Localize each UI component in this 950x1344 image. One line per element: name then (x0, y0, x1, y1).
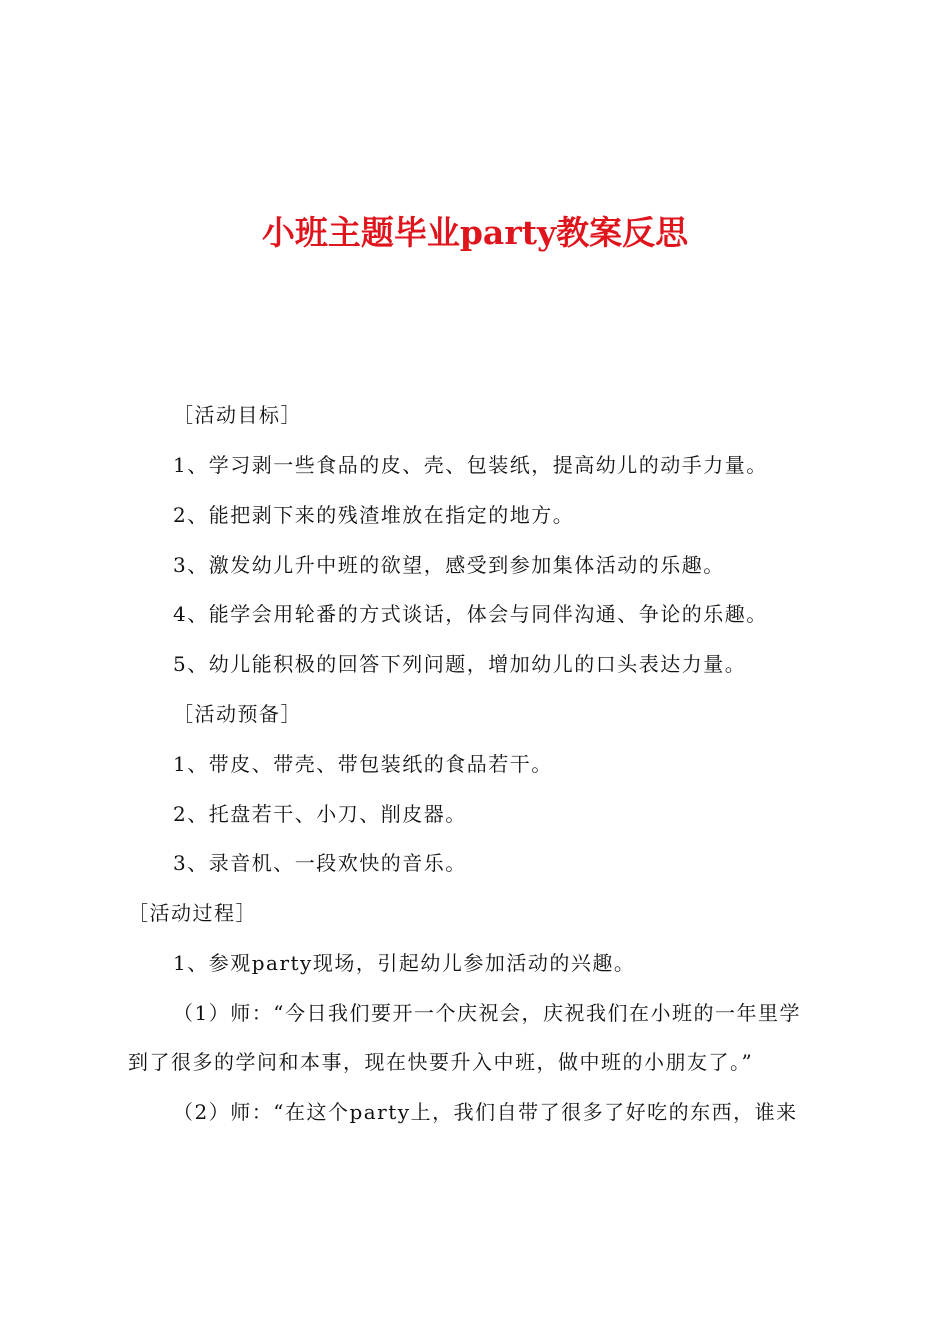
section-heading-preparation: ［活动预备］ (173, 702, 302, 726)
process-paragraph-1-line-2: 到了很多的学问和本事，现在快要升入中班，做中班的小朋友了。” (128, 1050, 754, 1074)
preparation-item-1: 1、带皮、带壳、带包装纸的食品若干。 (173, 752, 553, 776)
process-paragraph-1-line-1: （1）师：“今日我们要开一个庆祝会，庆祝我们在小班的一年里学 (173, 1001, 801, 1025)
goal-item-5: 5、幼儿能积极的回答下列问题，增加幼儿的口头表达力量。 (173, 652, 747, 676)
goal-item-2: 2、能把剥下来的残渣堆放在指定的地方。 (173, 503, 575, 527)
process-item-1: 1、参观party现场，引起幼儿参加活动的兴趣。 (173, 951, 636, 975)
section-heading-process: ［活动过程］ (128, 901, 257, 925)
document-title: 小班主题毕业party教案反思 (261, 213, 689, 252)
goal-item-4: 4、能学会用轮番的方式谈话，体会与同伴沟通、争论的乐趣。 (173, 602, 768, 626)
process-paragraph-2-line-1: （2）师：“在这个party上，我们自带了很多了好吃的东西，谁来 (173, 1100, 798, 1124)
section-heading-goals: ［活动目标］ (173, 403, 302, 427)
preparation-item-2: 2、托盘若干、小刀、削皮器。 (173, 802, 467, 826)
goal-item-3: 3、激发幼儿升中班的欲望，感受到参加集体活动的乐趣。 (173, 553, 725, 577)
goal-item-1: 1、学习剥一些食品的皮、壳、包装纸，提高幼儿的动手力量。 (173, 453, 768, 477)
preparation-item-3: 3、录音机、一段欢快的音乐。 (173, 851, 467, 875)
